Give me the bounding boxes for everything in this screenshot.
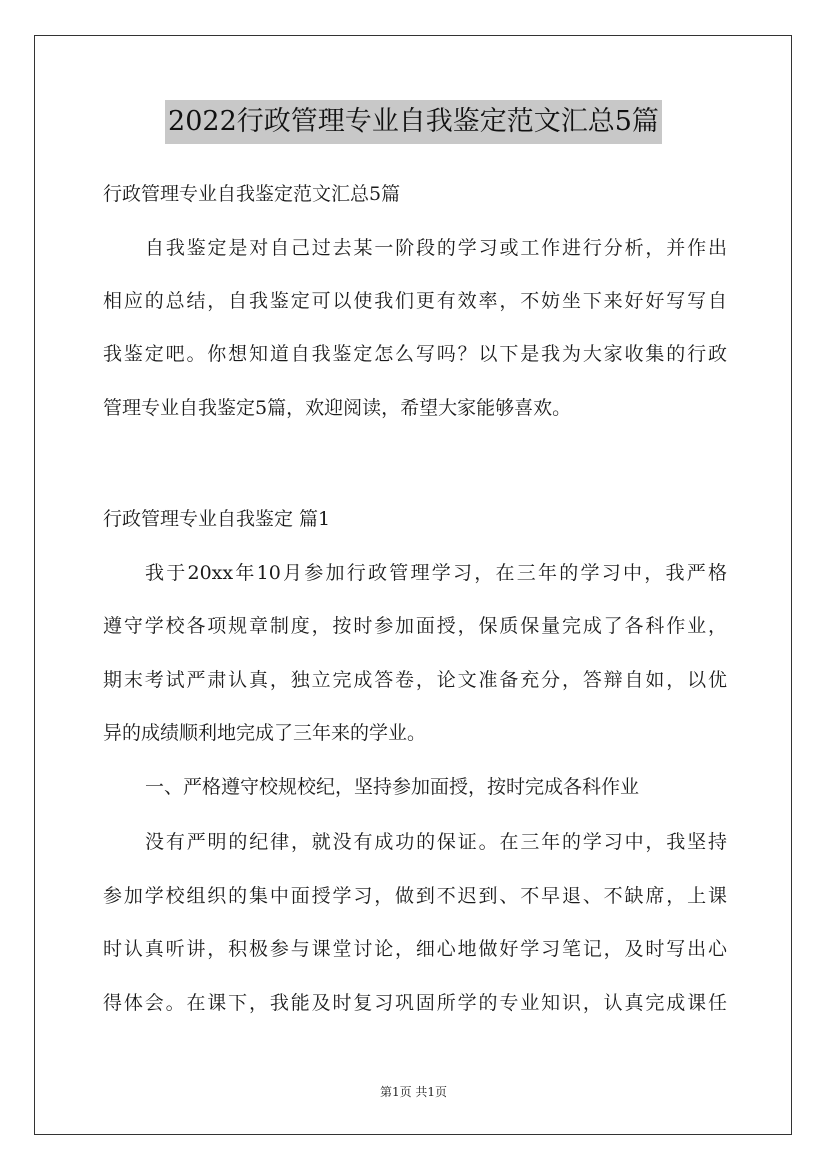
point-heading: 一、严格遵守校规校纪，坚持参加面授，按时完成各科作业	[145, 776, 640, 798]
paragraph-line: 参加学校组织的集中面授学习，做到不迟到、不早退、不缺席，上课	[103, 885, 727, 907]
title-container	[0, 100, 827, 144]
paragraph-line: 我于20xx年10月参加行政管理学习，在三年的学习中，我严格	[145, 562, 727, 584]
paragraph-line: 异的成绩顺利地完成了三年来的学业。	[103, 722, 427, 744]
intro-line: 我鉴定吧。你想知道自我鉴定怎么写吗？以下是我为大家收集的行政	[103, 343, 727, 365]
document-title: 2022行政管理专业自我鉴定范文汇总5篇	[165, 100, 662, 144]
paragraph-line: 得体会。在课下，我能及时复习巩固所学的专业知识，认真完成课任	[103, 992, 727, 1014]
intro-line: 自我鉴定是对自己过去某一阶段的学习或工作进行分析，并作出	[145, 237, 727, 259]
section-heading: 行政管理专业自我鉴定 篇1	[103, 508, 331, 530]
paragraph-line: 期末考试严肃认真，独立完成答卷，论文准备充分，答辩自如，以优	[103, 669, 727, 691]
paragraph-line: 时认真听讲，积极参与课堂讨论，细心地做好学习笔记，及时写出心	[103, 938, 727, 960]
document-subtitle: 行政管理专业自我鉴定范文汇总5篇	[103, 183, 401, 205]
paragraph-line: 没有严明的纪律，就没有成功的保证。在三年的学习中，我坚持	[145, 831, 727, 853]
intro-line: 管理专业自我鉴定5篇，欢迎阅读，希望大家能够喜欢。	[103, 397, 572, 419]
intro-line: 相应的总结，自我鉴定可以使我们更有效率，不妨坐下来好好写写自	[103, 290, 727, 312]
page-footer: 第1页 共1页	[379, 1085, 448, 1099]
paragraph-line: 遵守学校各项规章制度，按时参加面授，保质保量完成了各科作业，	[103, 615, 727, 637]
